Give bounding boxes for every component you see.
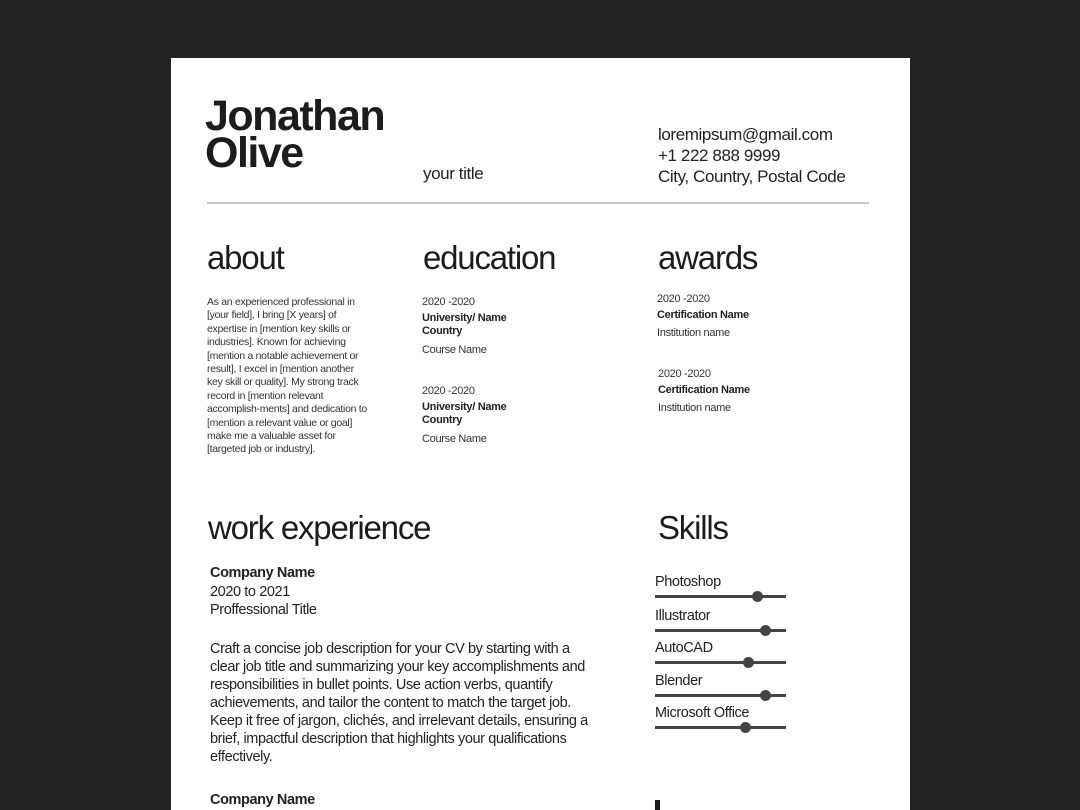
heading-fragment bbox=[655, 800, 660, 810]
skill-level-track bbox=[655, 726, 786, 729]
next-section-heading-partial bbox=[655, 800, 667, 810]
company-name: Company Name bbox=[210, 792, 315, 808]
job-role: Proffessional Title bbox=[210, 602, 317, 618]
skill-item bbox=[655, 639, 787, 671]
skill-level-track bbox=[655, 661, 786, 664]
education-course: Course Name bbox=[422, 432, 487, 445]
skill-level-knob bbox=[760, 625, 771, 636]
resume-page bbox=[171, 58, 910, 810]
award-years: 2020 -2020 bbox=[658, 368, 711, 380]
skill-name: Illustrator bbox=[655, 608, 711, 624]
address: City, Country, Postal Code bbox=[658, 167, 846, 186]
skill-item bbox=[655, 573, 787, 605]
first-name: Jonathan bbox=[205, 92, 385, 140]
award-name: Certification Name bbox=[657, 308, 749, 321]
about-text: As an experienced professional in [your field], I bring [X years] of expertise in [mention key skills or industries]. Known for achieving [mention a notable achievement or result], I excel in [mention another key skill or quality]. My strong track record in [mention relevant accomplish-ments] and dedication to [mention a relevant value or goal] make me a valuable asset for [targeted job or industry]. bbox=[207, 296, 367, 456]
job-title: your title bbox=[423, 164, 484, 183]
skill-level-track bbox=[655, 595, 786, 598]
skills-heading: Skills bbox=[658, 509, 728, 546]
company-name: Company Name bbox=[210, 565, 315, 581]
skill-item bbox=[655, 607, 787, 639]
skill-level-knob bbox=[740, 722, 751, 733]
about-heading: about bbox=[207, 239, 284, 276]
skill-level-knob bbox=[760, 690, 771, 701]
education-heading: education bbox=[423, 239, 556, 276]
skill-item bbox=[655, 672, 787, 704]
education-school: University/ Name Country bbox=[422, 400, 507, 426]
award-years: 2020 -2020 bbox=[657, 293, 710, 305]
email: loremipsum@gmail.com bbox=[658, 125, 833, 144]
award-name: Certification Name bbox=[658, 383, 750, 396]
job-entry-header bbox=[210, 564, 317, 620]
job-description: Craft a concise job description for your CV by starting with a clear job title and summarizing your key accomplishments and responsibilities in bullet points. Use action verbs, quantify achievements, and tailor the content to match the target job. Keep it free of jargon, clichés, and irrelevant details, ensuring a brief, impactful description that highlights your qualifications effectively. bbox=[210, 641, 588, 765]
education-entry bbox=[422, 385, 532, 446]
education-years: 2020 -2020 bbox=[422, 385, 475, 397]
header-divider bbox=[207, 202, 869, 204]
skill-item bbox=[655, 704, 787, 736]
education-school: University/ Name Country bbox=[422, 311, 507, 337]
contact-block bbox=[658, 124, 845, 187]
skill-name: Microsoft Office bbox=[655, 705, 750, 721]
award-entry bbox=[658, 368, 750, 416]
education-years: 2020 -2020 bbox=[422, 296, 475, 308]
work-experience-heading: work experience bbox=[208, 509, 431, 546]
education-entry bbox=[422, 296, 532, 357]
award-institution: Institution name bbox=[657, 327, 730, 339]
award-institution: Institution name bbox=[658, 402, 731, 414]
last-name: Olive bbox=[205, 129, 303, 177]
job-period: 2020 to 2021 bbox=[210, 583, 290, 600]
awards-heading: awards bbox=[658, 239, 758, 276]
job-entry-header bbox=[210, 791, 315, 810]
candidate-name bbox=[205, 92, 385, 177]
education-course: Course Name bbox=[422, 343, 487, 356]
phone: +1 222 888 9999 bbox=[658, 146, 781, 165]
skill-level-knob bbox=[752, 591, 763, 602]
skill-name: Photoshop bbox=[655, 574, 721, 590]
skill-name: Blender bbox=[655, 673, 703, 689]
skill-level-knob bbox=[743, 657, 754, 668]
skill-name: AutoCAD bbox=[655, 640, 713, 656]
award-entry bbox=[657, 293, 749, 341]
